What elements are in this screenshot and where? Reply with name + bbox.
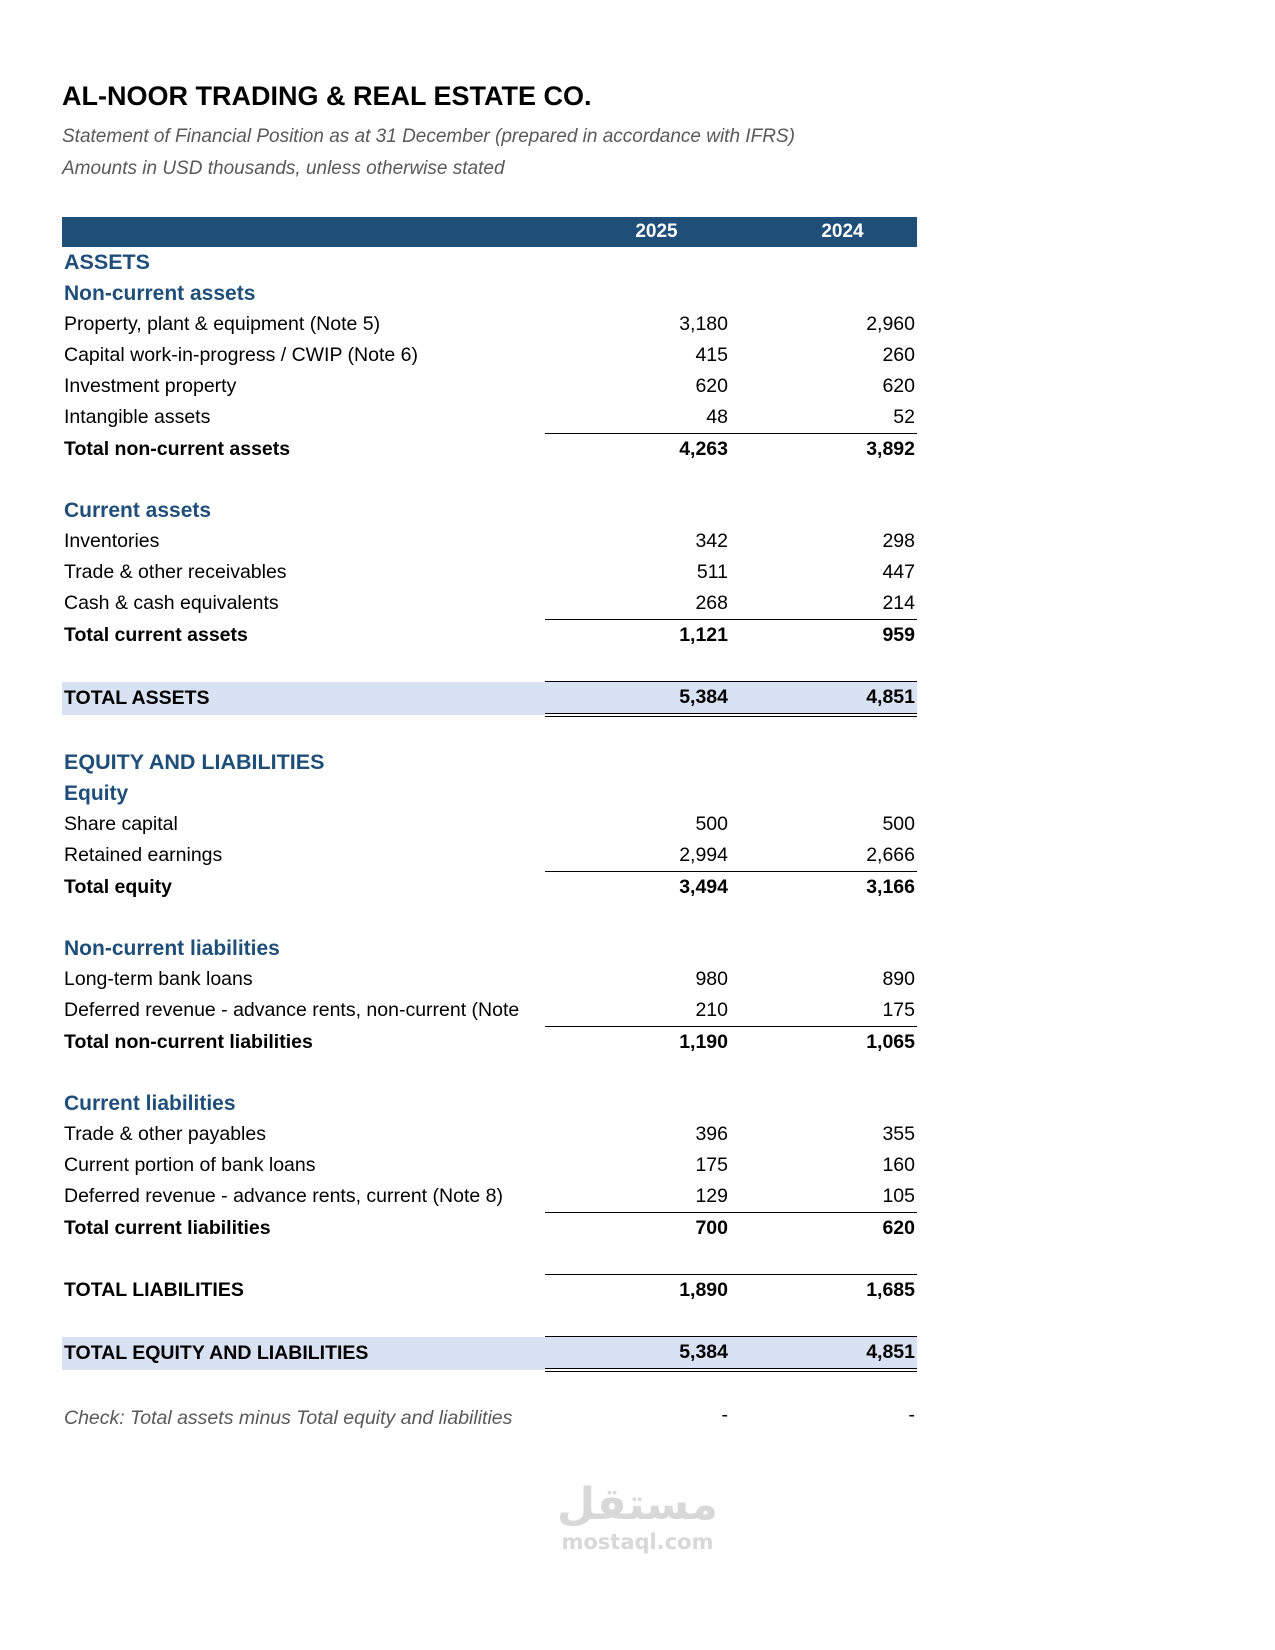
subtotal-row [62, 1213, 917, 1245]
line-item-label: Long-term bank loans [64, 968, 253, 990]
value-2024: 260 [882, 344, 915, 366]
total-equity-liabilities-row [62, 1337, 917, 1371]
value-2024: 52 [730, 402, 917, 434]
table-row [62, 371, 917, 402]
subtotal-row [62, 872, 917, 904]
table-row [62, 526, 917, 557]
value-2024: 620 [882, 375, 915, 397]
subtotal-2025: 1,121 [679, 624, 728, 646]
value-2024: 2,666 [730, 840, 917, 872]
noncurrent-liabilities-heading: Non-current liabilities [64, 936, 280, 960]
value-2025: 2,994 [545, 840, 730, 872]
subtotal-label: Total equity [64, 875, 172, 898]
check-2025: - [721, 1404, 728, 1426]
subsection-heading-row [62, 278, 917, 309]
spacer-row [62, 1244, 917, 1275]
spacer-row [62, 465, 917, 495]
equity-liabilities-heading: EQUITY AND LIABILITIES [64, 750, 325, 774]
value-2024: 355 [882, 1123, 915, 1145]
column-header-2025: 2025 [545, 217, 730, 247]
section-heading-row [62, 247, 917, 278]
table-row [62, 340, 917, 371]
line-item-label: Retained earnings [64, 844, 223, 867]
value-2024: 2,960 [866, 313, 915, 335]
noncurrent-assets-heading: Non-current assets [64, 281, 256, 305]
line-item-label: Property, plant & equipment (Note 5) [64, 313, 381, 335]
spacer-row [62, 715, 917, 747]
value-2025: 980 [695, 968, 728, 990]
spacer-row [62, 651, 917, 682]
line-item-label: Inventories [64, 530, 160, 552]
check-row [62, 1402, 917, 1435]
table-row [62, 1181, 917, 1213]
table-row [62, 840, 917, 872]
subtotal-row [62, 434, 917, 466]
subtotal-row [62, 620, 917, 652]
line-item-label: Current portion of bank loans [64, 1154, 316, 1176]
subtotal-label: Total current assets [64, 623, 248, 646]
section-heading-row [62, 747, 917, 778]
line-item-label: Share capital [64, 813, 178, 835]
subtotal-2024: 3,166 [866, 876, 915, 898]
current-liabilities-heading: Current liabilities [64, 1091, 236, 1115]
subtotal-2024: 3,892 [866, 438, 915, 460]
subtotal-2024: 620 [882, 1217, 915, 1239]
subtotal-2024: 959 [882, 624, 915, 646]
value-2025: 511 [696, 561, 728, 583]
value-2025: 415 [695, 344, 728, 366]
value-2024: 447 [882, 561, 915, 583]
total-equity-liabilities-2024: 4,851 [730, 1337, 917, 1371]
line-item-label: Intangible assets [64, 406, 211, 429]
value-2025: 129 [545, 1181, 730, 1213]
value-2024: 160 [882, 1154, 915, 1176]
table-row [62, 1119, 917, 1150]
subsection-heading-row [62, 933, 917, 964]
value-2025: 500 [695, 813, 728, 835]
value-2024: 500 [882, 813, 915, 835]
column-header-2024: 2024 [730, 217, 917, 247]
table-row [62, 1150, 917, 1181]
total-assets-row [62, 682, 917, 716]
line-item-label: Trade & other receivables [64, 561, 287, 583]
spacer-row [62, 1370, 917, 1402]
line-item-label: Investment property [64, 375, 237, 397]
subtotal-row [62, 1027, 917, 1059]
value-2024: 175 [730, 995, 917, 1027]
current-assets-heading: Current assets [64, 498, 212, 522]
subtotal-label: Total non-current liabilities [64, 1030, 313, 1053]
assets-heading: ASSETS [64, 250, 151, 274]
subtotal-2025: 4,263 [679, 438, 728, 460]
value-2025: 48 [545, 402, 730, 434]
total-equity-liabilities-2025: 5,384 [545, 1337, 730, 1371]
value-2024: 298 [882, 530, 915, 552]
line-item-label: Deferred revenue - advance rents, current (Note 8) [64, 1185, 503, 1208]
value-2024: 214 [730, 588, 917, 620]
column-header-row [62, 217, 917, 247]
table-row [62, 995, 917, 1027]
total-liabilities-label: TOTAL LIABILITIES [64, 1278, 244, 1301]
subtotal-label: Total non-current assets [64, 437, 291, 460]
table-row [62, 588, 917, 620]
value-2024: 890 [882, 968, 915, 990]
statement-subtitle: Statement of Financial Position as at 31 December (prepared in accordance with IFRS) [62, 126, 795, 147]
table-row [62, 964, 917, 995]
total-liabilities-2025: 1,890 [545, 1275, 730, 1307]
subsection-heading-row [62, 1088, 917, 1119]
table-row [62, 809, 917, 840]
value-2025: 175 [695, 1154, 728, 1176]
check-label: Check: Total assets minus Total equity and liabilities [64, 1407, 513, 1429]
subtotal-label: Total current liabilities [64, 1216, 271, 1239]
total-assets-2024: 4,851 [730, 682, 917, 716]
balance-sheet-table [62, 217, 917, 1435]
table-row [62, 557, 917, 588]
watermark-logo [0, 1480, 1275, 1554]
subsection-heading-row [62, 778, 917, 809]
subtotal-2025: 1,190 [679, 1031, 728, 1053]
table-row [62, 309, 917, 340]
total-liabilities-row [62, 1275, 917, 1307]
spacer-row [62, 1306, 917, 1337]
value-2025: 396 [695, 1123, 728, 1145]
subsection-heading-row [62, 495, 917, 526]
watermark-arabic-text: مستقل [557, 1479, 718, 1530]
line-item-label: Trade & other payables [64, 1123, 266, 1145]
header-blank [62, 217, 545, 247]
value-2025: 342 [695, 530, 728, 552]
subtotal-2025: 700 [695, 1217, 728, 1239]
total-equity-liabilities-label: TOTAL EQUITY AND LIABILITIES [62, 1337, 545, 1371]
value-2025: 3,180 [679, 313, 728, 335]
total-assets-label: TOTAL ASSETS [62, 682, 545, 716]
line-item-label: Cash & cash equivalents [64, 592, 279, 615]
watermark-latin-text: mostaql.com [561, 1530, 714, 1554]
spacer-row [62, 903, 917, 933]
line-item-label: Deferred revenue - advance rents, non-current (Note [64, 999, 520, 1022]
table-row [62, 402, 917, 434]
value-2025: 620 [695, 375, 728, 397]
financial-statement-sheet [62, 60, 922, 1435]
check-2024: - [908, 1404, 915, 1426]
company-name: AL-NOOR TRADING & REAL ESTATE CO. [62, 81, 592, 111]
spacer-row [62, 1058, 917, 1088]
value-2025: 268 [545, 588, 730, 620]
value-2025: 210 [545, 995, 730, 1027]
total-liabilities-2024: 1,685 [730, 1275, 917, 1307]
total-assets-2025: 5,384 [545, 682, 730, 716]
value-2024: 105 [730, 1181, 917, 1213]
subtotal-2024: 1,065 [866, 1031, 915, 1053]
subtotal-2025: 3,494 [679, 876, 728, 898]
equity-heading: Equity [64, 781, 129, 805]
line-item-label: Capital work-in-progress / CWIP (Note 6) [64, 344, 418, 366]
units-note: Amounts in USD thousands, unless otherwise stated [62, 158, 505, 179]
